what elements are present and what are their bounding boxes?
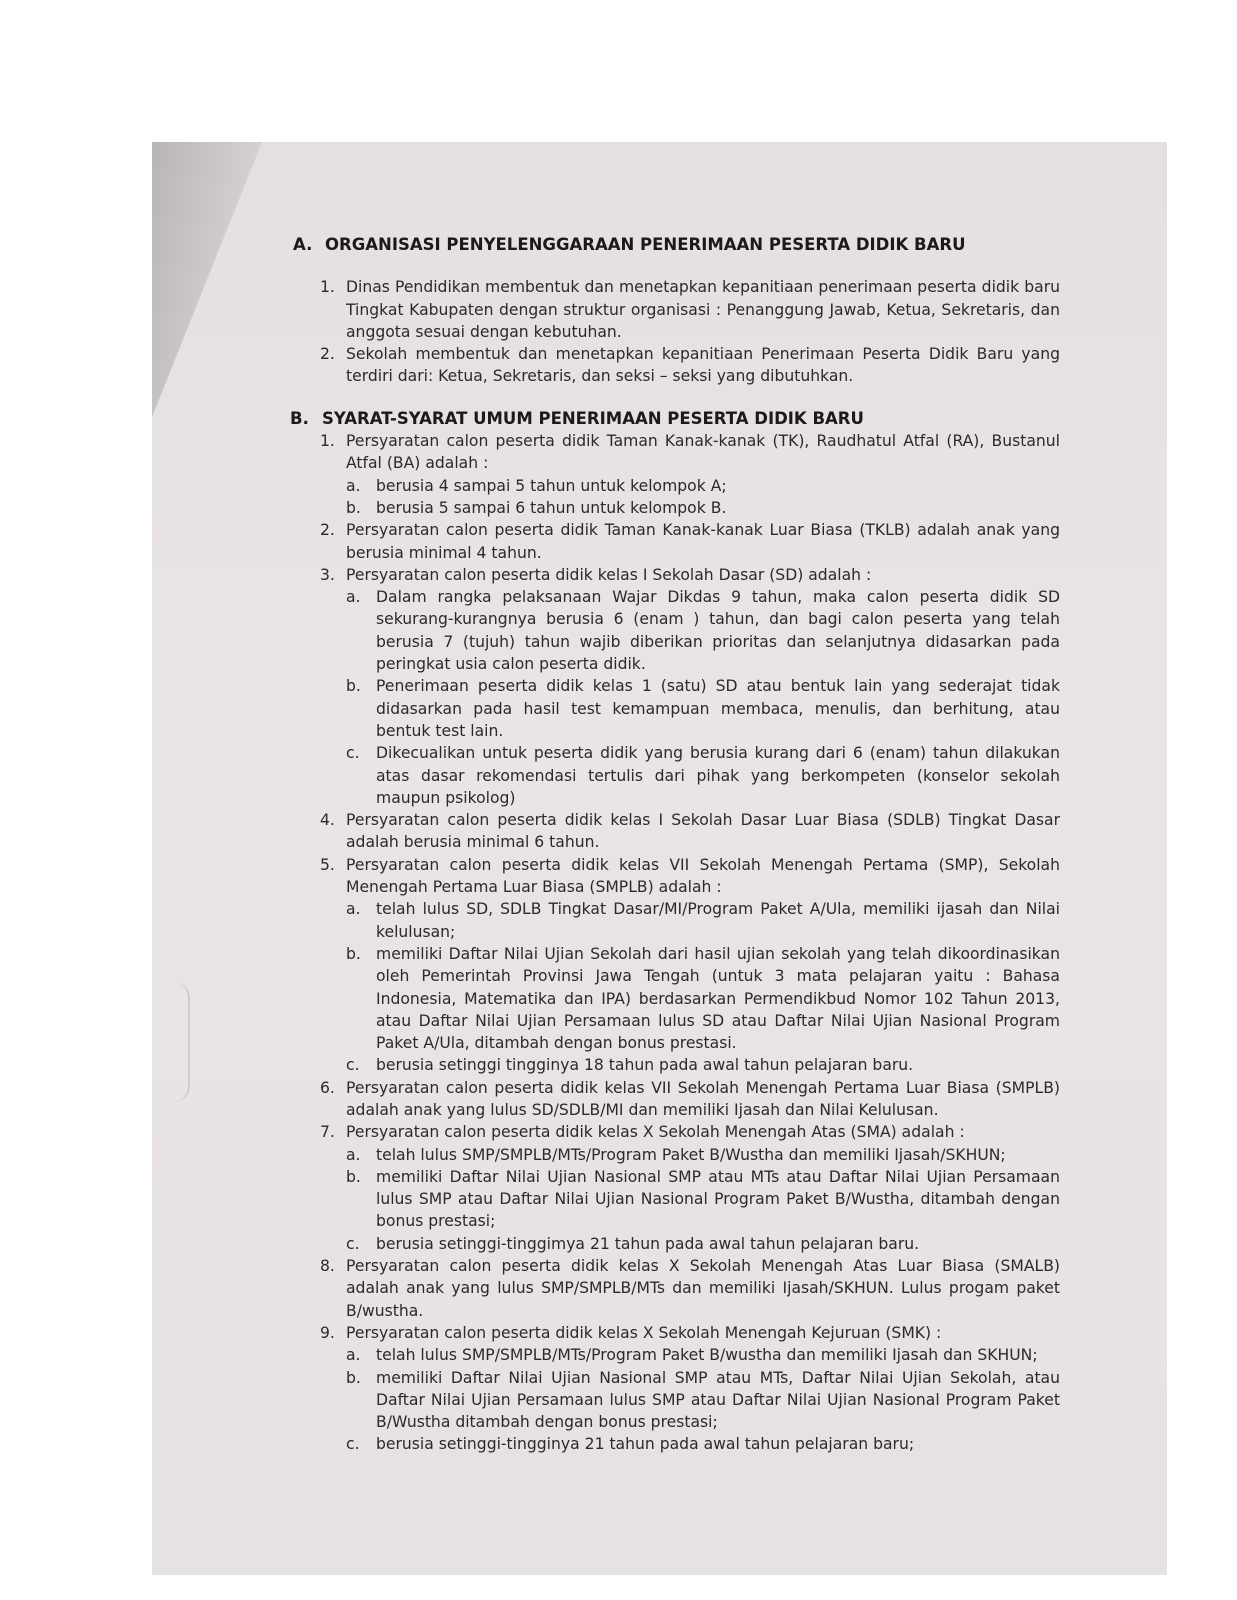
list-item (320, 1121, 1060, 1255)
sub-item-letter: a. (346, 1145, 361, 1164)
sub-item (346, 497, 1060, 519)
sub-item-text: Dalam rangka pelaksanaan Wajar Dikdas 9 tahun, maka calon peserta didik SD sekurang-kurangnya berusia 6 (enam ) tahun, dan bagi calon peserta yang telah berusia 7 (tujuh) tahun wajib diberikan prioritas dan selanjutnya didasarkan pada peringkat usia calon peserta didik. (376, 588, 1060, 674)
sub-item-text: memiliki Daftar Nilai Ujian Sekolah dari hasil ujian sekolah yang telah dikoordinasikan oleh Pemerintah Provinsi Jawa Tengah (untuk 3 mata pelajaran yaitu : Bahasa Indonesia, Matematika dan IPA) berdasarkan Permendikbud Nomor 102 Tahun 2013, atau Daftar Nilai Ujian Persamaan lulus SD atau Daftar Nilai Ujian Nasional Program Paket A/Ula, ditambah dengan bonus prestasi. (376, 944, 1060, 1053)
sub-item-text: berusia setinggi-tinggimya 21 tahun pada awal tahun pelajaran baru. (376, 1234, 920, 1253)
document-content (290, 234, 1060, 1456)
sub-item-letter: c. (346, 1056, 360, 1075)
item-body (346, 1255, 1060, 1322)
sub-item-letter: a. (346, 1346, 361, 1365)
list-item-row (320, 809, 1060, 854)
item-number: 7. (320, 1123, 335, 1142)
item-text: Persyaratan calon peserta didik kelas X Sekolah Menengah Kejuruan (SMK) : (346, 1323, 942, 1342)
sub-item (346, 1166, 1060, 1233)
item-body (346, 276, 1060, 343)
item-text: Persyaratan calon peserta didik Taman Kanak-kanak (TK), Raudhatul Atfal (RA), Bustanul Atfal (BA) adalah : (346, 432, 1060, 473)
sub-item-letter: c. (346, 1234, 360, 1253)
sub-item (346, 1433, 1060, 1455)
sub-item-text: berusia setinggi tingginya 18 tahun pada awal tahun pelajaran baru. (376, 1056, 914, 1075)
item-number: 2. (320, 345, 335, 364)
sub-item (346, 1144, 1060, 1166)
sub-item-text: memiliki Daftar Nilai Ujian Nasional SMP atau MTs, Daftar Nilai Ujian Sekolah, atau Daftar Nilai Ujian Persamaan lulus SMP atau Daftar Nilai Ujian Nasional Program Paket B/Wustha ditambah dengan bonus prestasi; (376, 1368, 1060, 1432)
sub-item-letter: b. (346, 498, 361, 517)
item-text: Dinas Pendidikan membentuk dan menetapkan kepanitiaan penerimaan peserta didik baru Tingkat Kabupaten dengan struktur organisasi : Penanggung Jawab, Ketua, Sekretaris, dan anggota sesuai dengan kebutuhan. (346, 278, 1060, 341)
item-body (346, 854, 1060, 1077)
list-item-row (320, 1322, 1060, 1456)
sub-item (346, 475, 1060, 497)
section-a-list (320, 276, 1060, 387)
sub-item-letter: c. (346, 1435, 360, 1454)
item-number: 4. (320, 811, 335, 830)
item-text: Persyaratan calon peserta didik kelas I Sekolah Dasar Luar Biasa (SDLB) Tingkat Dasar adalah berusia minimal 6 tahun. (346, 811, 1060, 852)
sub-item (346, 943, 1060, 1054)
list-item (320, 564, 1060, 809)
section-b-heading (290, 408, 1060, 430)
sub-item-text: berusia 4 sampai 5 tahun untuk kelompok A; (376, 476, 727, 495)
item-body (346, 1121, 1060, 1255)
item-body (346, 1077, 1060, 1122)
list-item (320, 809, 1060, 854)
sub-item-letter: b. (346, 1167, 361, 1186)
item-text: Persyaratan calon peserta didik kelas VII Sekolah Menengah Pertama Luar Biasa (SMPLB) adalah anak yang lulus SD/SDLB/MI dan memiliki Ijasah dan Nilai Kelulusan. (346, 1078, 1060, 1119)
item-number: 1. (320, 278, 335, 297)
sub-item (346, 898, 1060, 943)
list-item (320, 519, 1060, 564)
section-b-list (320, 430, 1060, 1456)
document-page (152, 142, 1167, 1575)
sub-item-letter: a. (346, 476, 361, 495)
section-b-title: SYARAT-SYARAT UMUM PENERIMAAN PESERTA DIDIK BARU (322, 408, 864, 428)
list-item-row (320, 1255, 1060, 1322)
sub-item (346, 675, 1060, 742)
sub-item (346, 1233, 1060, 1255)
sub-item-letter: b. (346, 944, 361, 963)
list-item (320, 1322, 1060, 1456)
sub-item-text: telah lulus SMP/SMPLB/MTs/Program Paket B/Wustha dan memiliki Ijasah/SKHUN; (376, 1145, 1006, 1164)
item-text: Persyaratan calon peserta didik kelas X Sekolah Menengah Atas Luar Biasa (SMALB) adalah anak yang lulus SMP/SMPLB/MTs dan memiliki Ijasah/SKHUN. Lulus progam paket B/wustha. (346, 1257, 1060, 1320)
item-text: Persyaratan calon peserta didik kelas VII Sekolah Menengah Pertama (SMP), Sekolah Menengah Pertama Luar Biasa (SMPLB) adalah : (346, 855, 1060, 897)
item-number: 8. (320, 1257, 335, 1276)
item-number: 6. (320, 1078, 335, 1097)
list-item-row (320, 564, 1060, 809)
list-item (320, 854, 1060, 1077)
item-number: 1. (320, 432, 335, 451)
item-number: 2. (320, 521, 335, 540)
section-a-heading (293, 234, 1060, 256)
item-body (346, 343, 1060, 388)
item-body (346, 519, 1060, 564)
list-item-row (320, 343, 1060, 388)
list-item-row (320, 519, 1060, 564)
section-b-letter: B. (290, 408, 309, 428)
sub-item (346, 1344, 1060, 1366)
item-body (346, 564, 1060, 809)
sub-item (346, 1054, 1060, 1076)
sub-item-text: telah lulus SD, SDLB Tingkat Dasar/MI/Program Paket A/Ula, memiliki ijasah dan Nilai kelulusan; (376, 900, 1060, 941)
item-text: Persyaratan calon peserta didik kelas X Sekolah Menengah Atas (SMA) adalah : (346, 1123, 965, 1142)
sub-item-letter: a. (346, 588, 361, 607)
list-item (320, 1255, 1060, 1322)
sub-item-text: Penerimaan peserta didik kelas 1 (satu) SD atau bentuk lain yang sederajat tidak didasarkan pada hasil test kemampuan membaca, menulis, dan berhitung, atau bentuk test lain. (376, 677, 1060, 740)
sub-item-text: memiliki Daftar Nilai Ujian Nasional SMP atau MTs atau Daftar Nilai Ujian Persamaan lulus SMP atau Daftar Nilai Ujian Nasional Program Paket B/Wustha, ditambah dengan bonus prestasi; (376, 1167, 1060, 1231)
folded-corner (152, 142, 272, 442)
section-a-letter: A. (293, 235, 313, 254)
item-number: 5. (320, 855, 335, 874)
list-item-row (320, 1077, 1060, 1122)
sub-item (346, 742, 1060, 809)
sub-item-text: berusia 5 sampai 6 tahun untuk kelompok B. (376, 498, 727, 517)
sub-item-text: telah lulus SMP/SMPLB/MTs/Program Paket B/wustha dan memiliki Ijasah dan SKHUN; (376, 1346, 1038, 1365)
item-number: 9. (320, 1323, 335, 1342)
list-item-row (320, 854, 1060, 1077)
sub-item-letter: a. (346, 900, 361, 919)
sub-item-letter: b. (346, 1368, 361, 1387)
sub-item (346, 1367, 1060, 1434)
list-item-row (320, 1121, 1060, 1255)
sub-item-letter: b. (346, 677, 361, 696)
paper-edge-mark (174, 982, 190, 1102)
item-body (346, 430, 1060, 519)
item-text: Sekolah membentuk dan menetapkan kepanitiaan Penerimaan Peserta Didik Baru yang terdiri dari: Ketua, Sekretaris, dan seksi – seksi yang dibutuhkan. (346, 345, 1060, 386)
item-text: Persyaratan calon peserta didik kelas I Sekolah Dasar (SD) adalah : (346, 565, 872, 584)
item-body (346, 809, 1060, 854)
section-a-title: ORGANISASI PENYELENGGARAAN PENERIMAAN PESERTA DIDIK BARU (325, 235, 966, 254)
item-number: 3. (320, 565, 335, 584)
sub-item-text: Dikecualikan untuk peserta didik yang berusia kurang dari 6 (enam) tahun dilakukan atas dasar rekomendasi tertulis dari pihak yang berkompeten (konselor sekolah maupun psikolog) (376, 744, 1060, 807)
list-item (320, 430, 1060, 519)
list-item-row (320, 430, 1060, 519)
list-item (320, 343, 1060, 388)
item-text: Persyaratan calon peserta didik Taman Kanak-kanak Luar Biasa (TKLB) adalah anak yang berusia minimal 4 tahun. (346, 521, 1060, 562)
sub-item (346, 586, 1060, 675)
sub-item-text: berusia setinggi-tingginya 21 tahun pada awal tahun pelajaran baru; (376, 1435, 915, 1454)
list-item-row (320, 276, 1060, 343)
sub-item-letter: c. (346, 744, 360, 763)
list-item (320, 1077, 1060, 1122)
list-item (320, 276, 1060, 343)
item-body (346, 1322, 1060, 1456)
